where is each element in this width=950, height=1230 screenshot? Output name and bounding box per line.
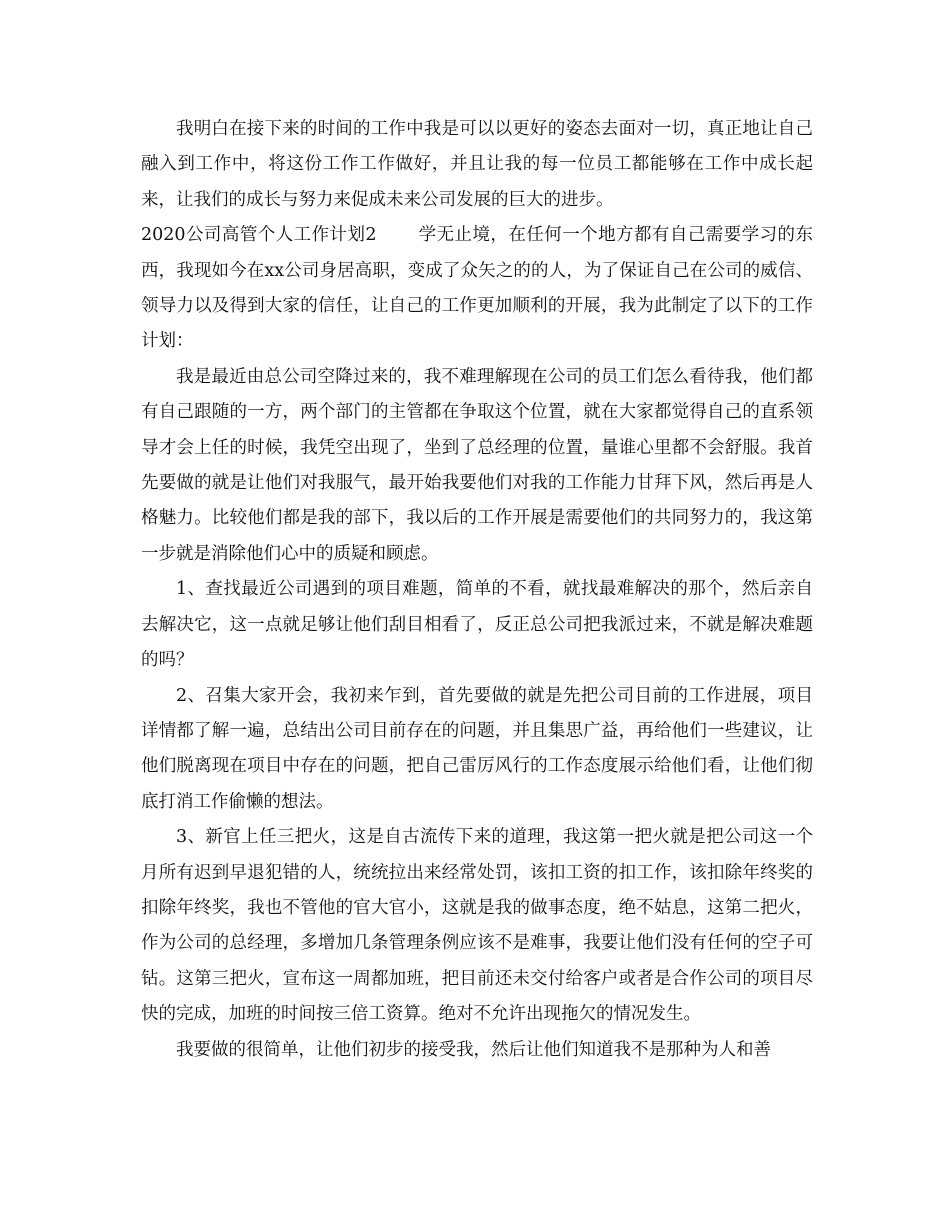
document-body	[141, 112, 813, 1068]
paragraph-last: 我要做的很简单，让他们初步的接受我，然后让他们知道我不是那种为人和善	[176, 1039, 771, 1060]
list-item-1: 1、查找最近公司遇到的项目难题，简单的不看，就找最难解决的那个，然后亲自去解决它，这一点就足够让他们刮目相看了，反正总公司把我派过来，不就是解决难题的吗？	[141, 579, 813, 671]
section-2-paragraph	[141, 218, 813, 360]
section-2-body: 学无止境，在任何一个地方都有自己需要学习的东西，我现如今在xx公司身居高职，变成了众矢之的的人，为了保证自己在公司的威信、领导力以及得到大家的信任，让自己的工作更加顺利的开展，我为此制定了以下的工作计划：	[141, 225, 813, 352]
paragraph-3: 我是最近由总公司空降过来的，我不难理解现在公司的员工们怎么看待我，他们都有自己跟随的一方，两个部门的主管都在争取这个位置，就在大家都觉得自己的直系领导才会上任的时候，我凭空出现了，坐到了总经理的位置，量谁心里都不会舒服。我首先要做的就是让他们对我服气，最开始我要他们对我的工作能力甘拜下风，然后再是人格魅力。比较他们都是我的部下，我以后的工作开展是需要他们的共同努力的，我这第一步就是消除他们心中的质疑和顾虑。	[141, 366, 813, 564]
list-item-3: 3、新官上任三把火，这是自古流传下来的道理，我这第一把火就是把公司这一个月所有迟到早退犯错的人，统统拉出来经常处罚，该扣工资的扣工作，该扣除年终奖的扣除年终奖，我也不管他的官大官小，这就是我的做事态度，绝不姑息，这第二把火，作为公司的总经理，多增加几条管理条例应该不是难事，我要让他们没有任何的空子可钻。这第三把火，宣布这一周都加班，把目前还未交付给客户或者是合作公司的项目尽快的完成，加班的时间按三倍工资算。绝对不允许出现拖欠的情况发生。	[141, 827, 813, 1025]
paragraph-1: 我明白在接下来的时间的工作中我是可以以更好的姿态去面对一切，真正地让自己融入到工作中，将这份工作工作做好，并且让我的每一位员工都能够在工作中成长起来，让我们的成长与努力来促成未来公司发展的巨大的进步。	[141, 119, 813, 210]
list-item-2: 2、召集大家开会，我初来乍到，首先要做的就是先把公司目前的工作进展，项目详情都了解一遍，总结出公司目前存在的问题，并且集思广益，再给他们一些建议，让他们脱离现在项目中存在的问题，把自己雷厉风行的工作态度展示给他们看，让他们彻底打消工作偷懒的想法。	[141, 685, 813, 812]
section-2-heading: 2020公司高管个人工作计划2	[141, 225, 377, 246]
